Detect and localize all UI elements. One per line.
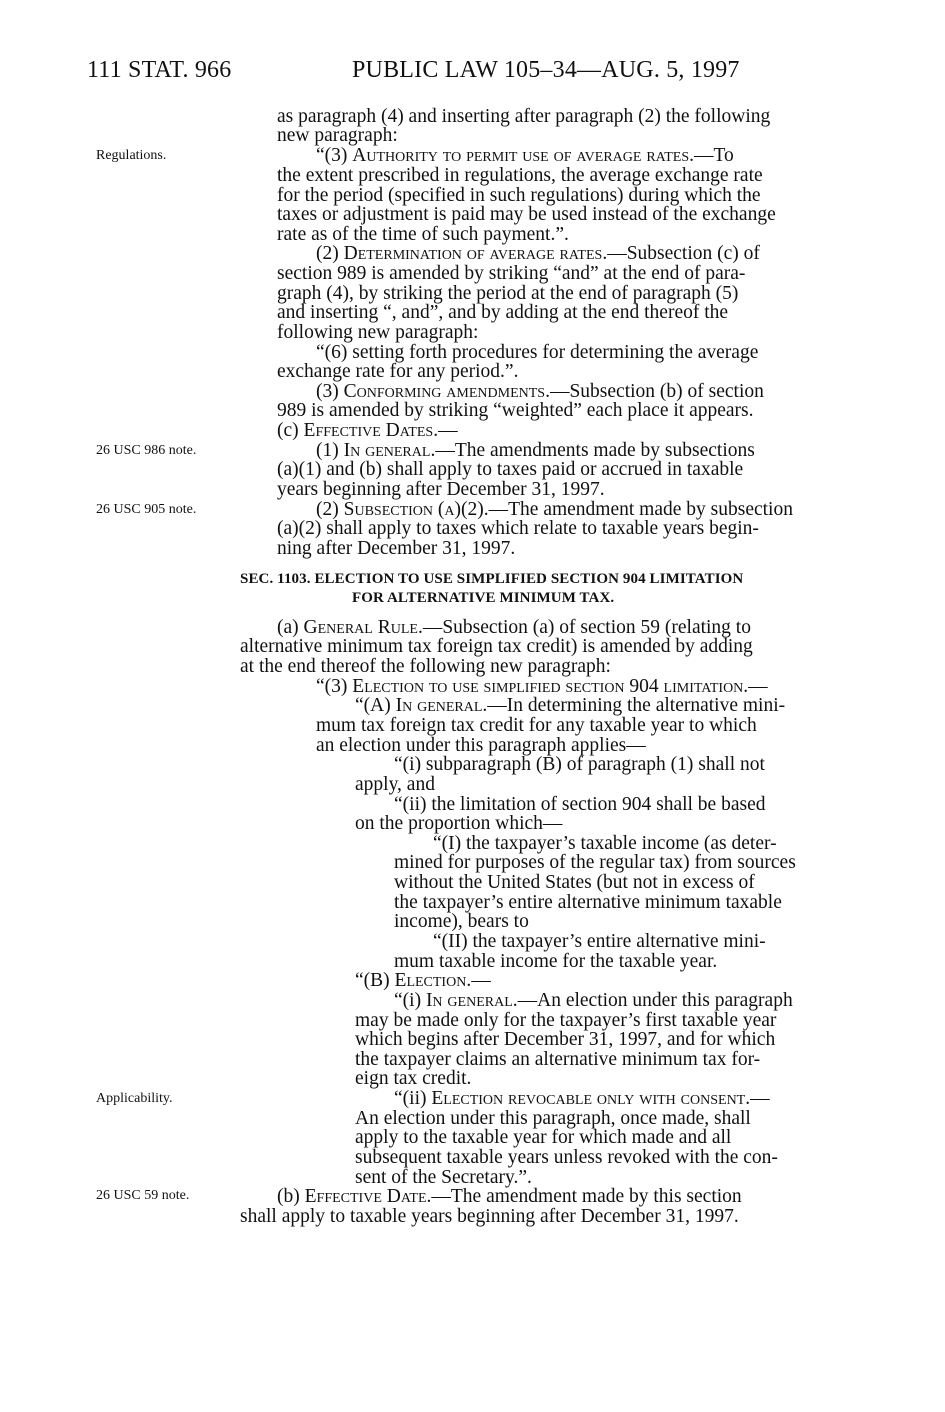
text-line: alternative minimum tax foreign tax credit) is amended by adding — [240, 636, 753, 657]
text-line: (3) Conforming amendments.—Subsection (b) of section — [316, 381, 764, 402]
text-line: An election under this paragraph, once made, shall — [355, 1108, 751, 1129]
text-line: rate as of the time of such payment.”. — [277, 224, 569, 245]
text-line: an election under this paragraph applies— — [316, 735, 646, 756]
text-line: 989 is amended by striking “weighted” each place it appears. — [277, 400, 754, 421]
text-line: new paragraph: — [277, 125, 398, 146]
text-line: mined for purposes of the regular tax) from sources — [394, 852, 796, 873]
text-line: mum tax foreign tax credit for any taxable year to which — [316, 715, 757, 736]
text-line: “(I) the taxpayer’s taxable income (as deter- — [433, 833, 777, 854]
text-line: taxes or adjustment is paid may be used instead of the exchange — [277, 204, 776, 225]
text-line: on the proportion which— — [355, 813, 563, 834]
text-line: subsequent taxable years unless revoked with the con- — [355, 1147, 778, 1168]
text-line: “(A) In general.—In determining the alternative mini- — [355, 695, 786, 716]
text-line: “(3) Election to use simplified section 904 limitation.— — [316, 676, 768, 697]
margin-note-usc-986: 26 USC 986 note. — [96, 443, 197, 458]
stat-page-number: 111 STAT. 966 — [87, 57, 232, 83]
text-line: following new paragraph: — [277, 322, 479, 343]
text-line: may be made only for the taxpayer’s first taxable year — [355, 1010, 777, 1031]
text-line: section 989 is amended by striking “and” at the end of para- — [277, 263, 746, 284]
text-line: (a)(1) and (b) shall apply to taxes paid or accrued in taxable — [277, 459, 744, 480]
text-line: “(i) In general.—An election under this paragraph — [394, 990, 793, 1011]
text-line: (2) Determination of average rates.—Subsection (c) of — [316, 243, 760, 264]
text-line: exchange rate for any period.”. — [277, 361, 519, 382]
text-line: (b) Effective Date.—The amendment made by this section — [277, 1186, 742, 1207]
text-line: mum taxable income for the taxable year. — [394, 951, 718, 972]
text-line: ning after December 31, 1997. — [277, 538, 516, 559]
text-line: which begins after December 31, 1997, and for which — [355, 1029, 776, 1050]
text-line: apply to the taxable year for which made and all — [355, 1127, 732, 1148]
text-line: “(3) Authority to permit use of average rates.—To — [316, 145, 734, 166]
text-line: graph (4), by striking the period at the end of paragraph (5) — [277, 283, 739, 304]
text-line: “(B) Election.— — [355, 970, 491, 991]
section-heading-line: FOR ALTERNATIVE MINIMUM TAX. — [352, 590, 615, 606]
margin-note-usc-905: 26 USC 905 note. — [96, 502, 197, 517]
text-line: sent of the Secretary.”. — [355, 1167, 532, 1188]
text-line: “(i) subparagraph (B) of paragraph (1) shall not — [394, 754, 765, 775]
text-line: the taxpayer’s entire alternative minimum taxable — [394, 892, 782, 913]
public-law-header: PUBLIC LAW 105–34—AUG. 5, 1997 — [352, 57, 740, 83]
text-line: without the United States (but not in excess of — [394, 872, 755, 893]
text-line: years beginning after December 31, 1997. — [277, 479, 605, 500]
text-line: “(6) setting forth procedures for determining the average — [316, 342, 759, 363]
text-line: (a)(2) shall apply to taxes which relate to taxable years begin- — [277, 518, 759, 539]
text-line: the taxpayer claims an alternative minimum tax for- — [355, 1049, 761, 1070]
text-line: at the end thereof the following new paragraph: — [240, 656, 611, 677]
text-line: apply, and — [355, 774, 435, 795]
text-line: “(II) the taxpayer’s entire alternative mini- — [433, 931, 766, 952]
text-line: the extent prescribed in regulations, the average exchange rate — [277, 165, 763, 186]
margin-note-regulations: Regulations. — [96, 148, 167, 163]
text-line: “(ii) Election revocable only with consent.— — [394, 1088, 770, 1109]
text-line: (a) General Rule.—Subsection (a) of section 59 (relating to — [277, 617, 751, 638]
section-heading-line: SEC. 1103. ELECTION TO USE SIMPLIFIED SECTION 904 LIMITATION — [240, 571, 744, 587]
margin-note-usc-59: 26 USC 59 note. — [96, 1188, 190, 1203]
text-line: (2) Subsection (a)(2).—The amendment made by subsection — [316, 499, 793, 520]
text-line: “(ii) the limitation of section 904 shall be based — [394, 794, 766, 815]
text-line: shall apply to taxable years beginning after December 31, 1997. — [240, 1206, 739, 1227]
text-line: income), bears to — [394, 911, 529, 932]
margin-note-applicability: Applicability. — [96, 1091, 173, 1106]
text-line: (c) Effective Dates.— — [277, 420, 458, 441]
text-line: as paragraph (4) and inserting after paragraph (2) the following — [277, 106, 771, 127]
text-line: and inserting “, and”, and by adding at the end thereof the — [277, 302, 729, 323]
text-line: for the period (specified in such regulations) during which the — [277, 185, 761, 206]
text-line: eign tax credit. — [355, 1068, 472, 1089]
text-line: (1) In general.—The amendments made by subsections — [316, 440, 755, 461]
